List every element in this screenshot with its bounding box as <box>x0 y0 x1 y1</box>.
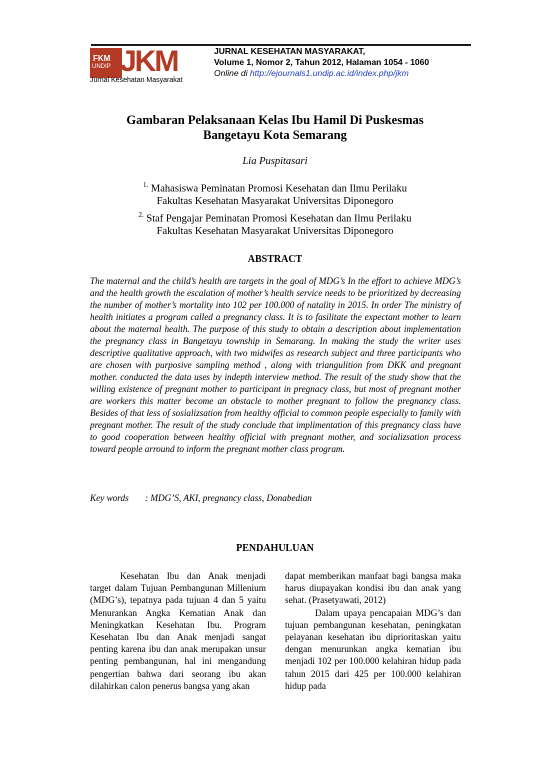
abstract-body: The maternal and the child’s health are targets in the goal of MDG’s In the effort to achieve MDG’s and the health growth the escalation of mother’s health service needs to be prioritized by decreasing the number of mother’s mortality into 102 per 100.000 of natality in 2015. In order The ministry of health initiates a program called a pregnancy class. It is to fasilitate the expectant mother to learn about the maternal health. The purpose of this study to obtain a description about implementation the pregnancy class in Bangetayu township in Semarang. In making the study the writer uses descriptive qualitative approach, with two midwifes as research subject and three participants who are chosen with purposive sampling method , along with triangulition from DKK and pregnant mother. conducted the data uses by indepth interview method. The result of the study show that the willing existence of pregnant mother to participant in pregnacy class, but most of pregnant mother are workers this matter become an obstacle to mother pregnant to follow the pregnancy class. Besides of that less of sosializsation from healthy official to common people especially to family with pregnant mother. The result of the study conclude that implimentation of this pregnancy class have to good cooperation between healthy official with pregnant mother, and socializsation process toward people arround to inform the pregnant mother class program. <box>90 276 461 454</box>
logo-undip-text: UNDIP <box>92 64 111 70</box>
author-name: Lia Puspitasari <box>242 156 308 167</box>
keywords-label: Key words <box>90 493 129 503</box>
right-column-paragraph-1: dapat memberikan manfaat bagi bangsa maka harus diupayakan kondisi ibu dan anak yang sehat. (Prasetyawati, 2012) <box>285 572 461 607</box>
affiliation-2-mark: 2. <box>138 210 144 219</box>
right-column <box>285 571 461 693</box>
journal-logo <box>90 45 208 88</box>
affiliation-1-line-1: Mahasiswa Peminatan Promosi Kesehatan dan Ilmu Perilaku <box>150 183 407 195</box>
affiliation-1-mark: 1. <box>143 181 149 189</box>
right-column-paragraph-2: Dalam upaya pencapaian MDG’s dan tujuan pembangunan kesehatan, peningkatan pelayanan kesehatan ibu diprioritaskan yaitu dengan menurunkan angka kematian ibu menjadi 102 per 100.000 kelahiran hidup pada tahun 2015 dari 425 per 100.000 kelahiran hidup pada <box>285 608 461 692</box>
journal-name: JURNAL KESEHATAN MASYARAKAT, <box>214 46 366 56</box>
online-prefix: Online di <box>214 68 250 78</box>
affiliation-1 <box>90 179 460 196</box>
title-line-2: Bangetayu Kota Semarang <box>203 128 347 142</box>
affiliations <box>90 179 460 238</box>
keywords-value: : MDG’S, AKI, pregnancy class, Donabedian <box>145 493 312 503</box>
logo-caption: Jurnal Kesehatan Masyarakat <box>90 77 183 84</box>
affiliation-1-line-2: Fakultas Kesehatan Masyarakat Universitas Diponegoro <box>156 196 394 207</box>
volume-line: Volume 1, Nomor 2, Tahun 2012, Halaman 1054 - 1060 <box>214 57 430 67</box>
affiliation-2-line-1: Staf Pengajar Peminatan Promosi Kesehatan dan Ilmu Perilaku <box>146 213 412 224</box>
paper-title <box>90 113 460 143</box>
online-line <box>214 68 429 79</box>
logo-fkm-text: FKM <box>93 54 111 63</box>
journal-info <box>214 46 429 79</box>
left-column <box>90 571 266 693</box>
keywords <box>90 493 461 503</box>
journal-url-link[interactable]: http://ejournals1.undip.ac.id/index.php/jkm <box>249 68 409 78</box>
affiliation-2-line-2: Fakultas Kesehatan Masyarakat Universitas Diponegoro <box>156 225 394 237</box>
abstract-heading: ABSTRACT <box>247 254 303 265</box>
logo-jkm-text: JKM <box>120 45 178 78</box>
affiliation-2 <box>90 209 460 226</box>
title-line-1: Gambaran Pelaksanaan Kelas Ibu Hamil Di Puskesmas <box>126 113 424 127</box>
logo-badge <box>90 48 122 78</box>
section-heading: PENDAHULUAN <box>236 543 314 554</box>
left-column-paragraph: Kesehatan Ibu dan Anak menjadi target dalam Tujuan Pembangunan Millenium (MDG’s), tepatnya pada tujuan 4 dan 5 yaitu Menurankan Angka Kematian Anak dan Meningkatkan Kesehatan Ibu. Program Kesehatan Ibu dan Anak menjadi sangat penting karena ibu dan anak merupakan unsur penting pembangunan, hal ini mengandung pengertian bahwa dari seorang ibu akan dilahirkan calon penerus bangsa yang akan <box>90 572 266 692</box>
